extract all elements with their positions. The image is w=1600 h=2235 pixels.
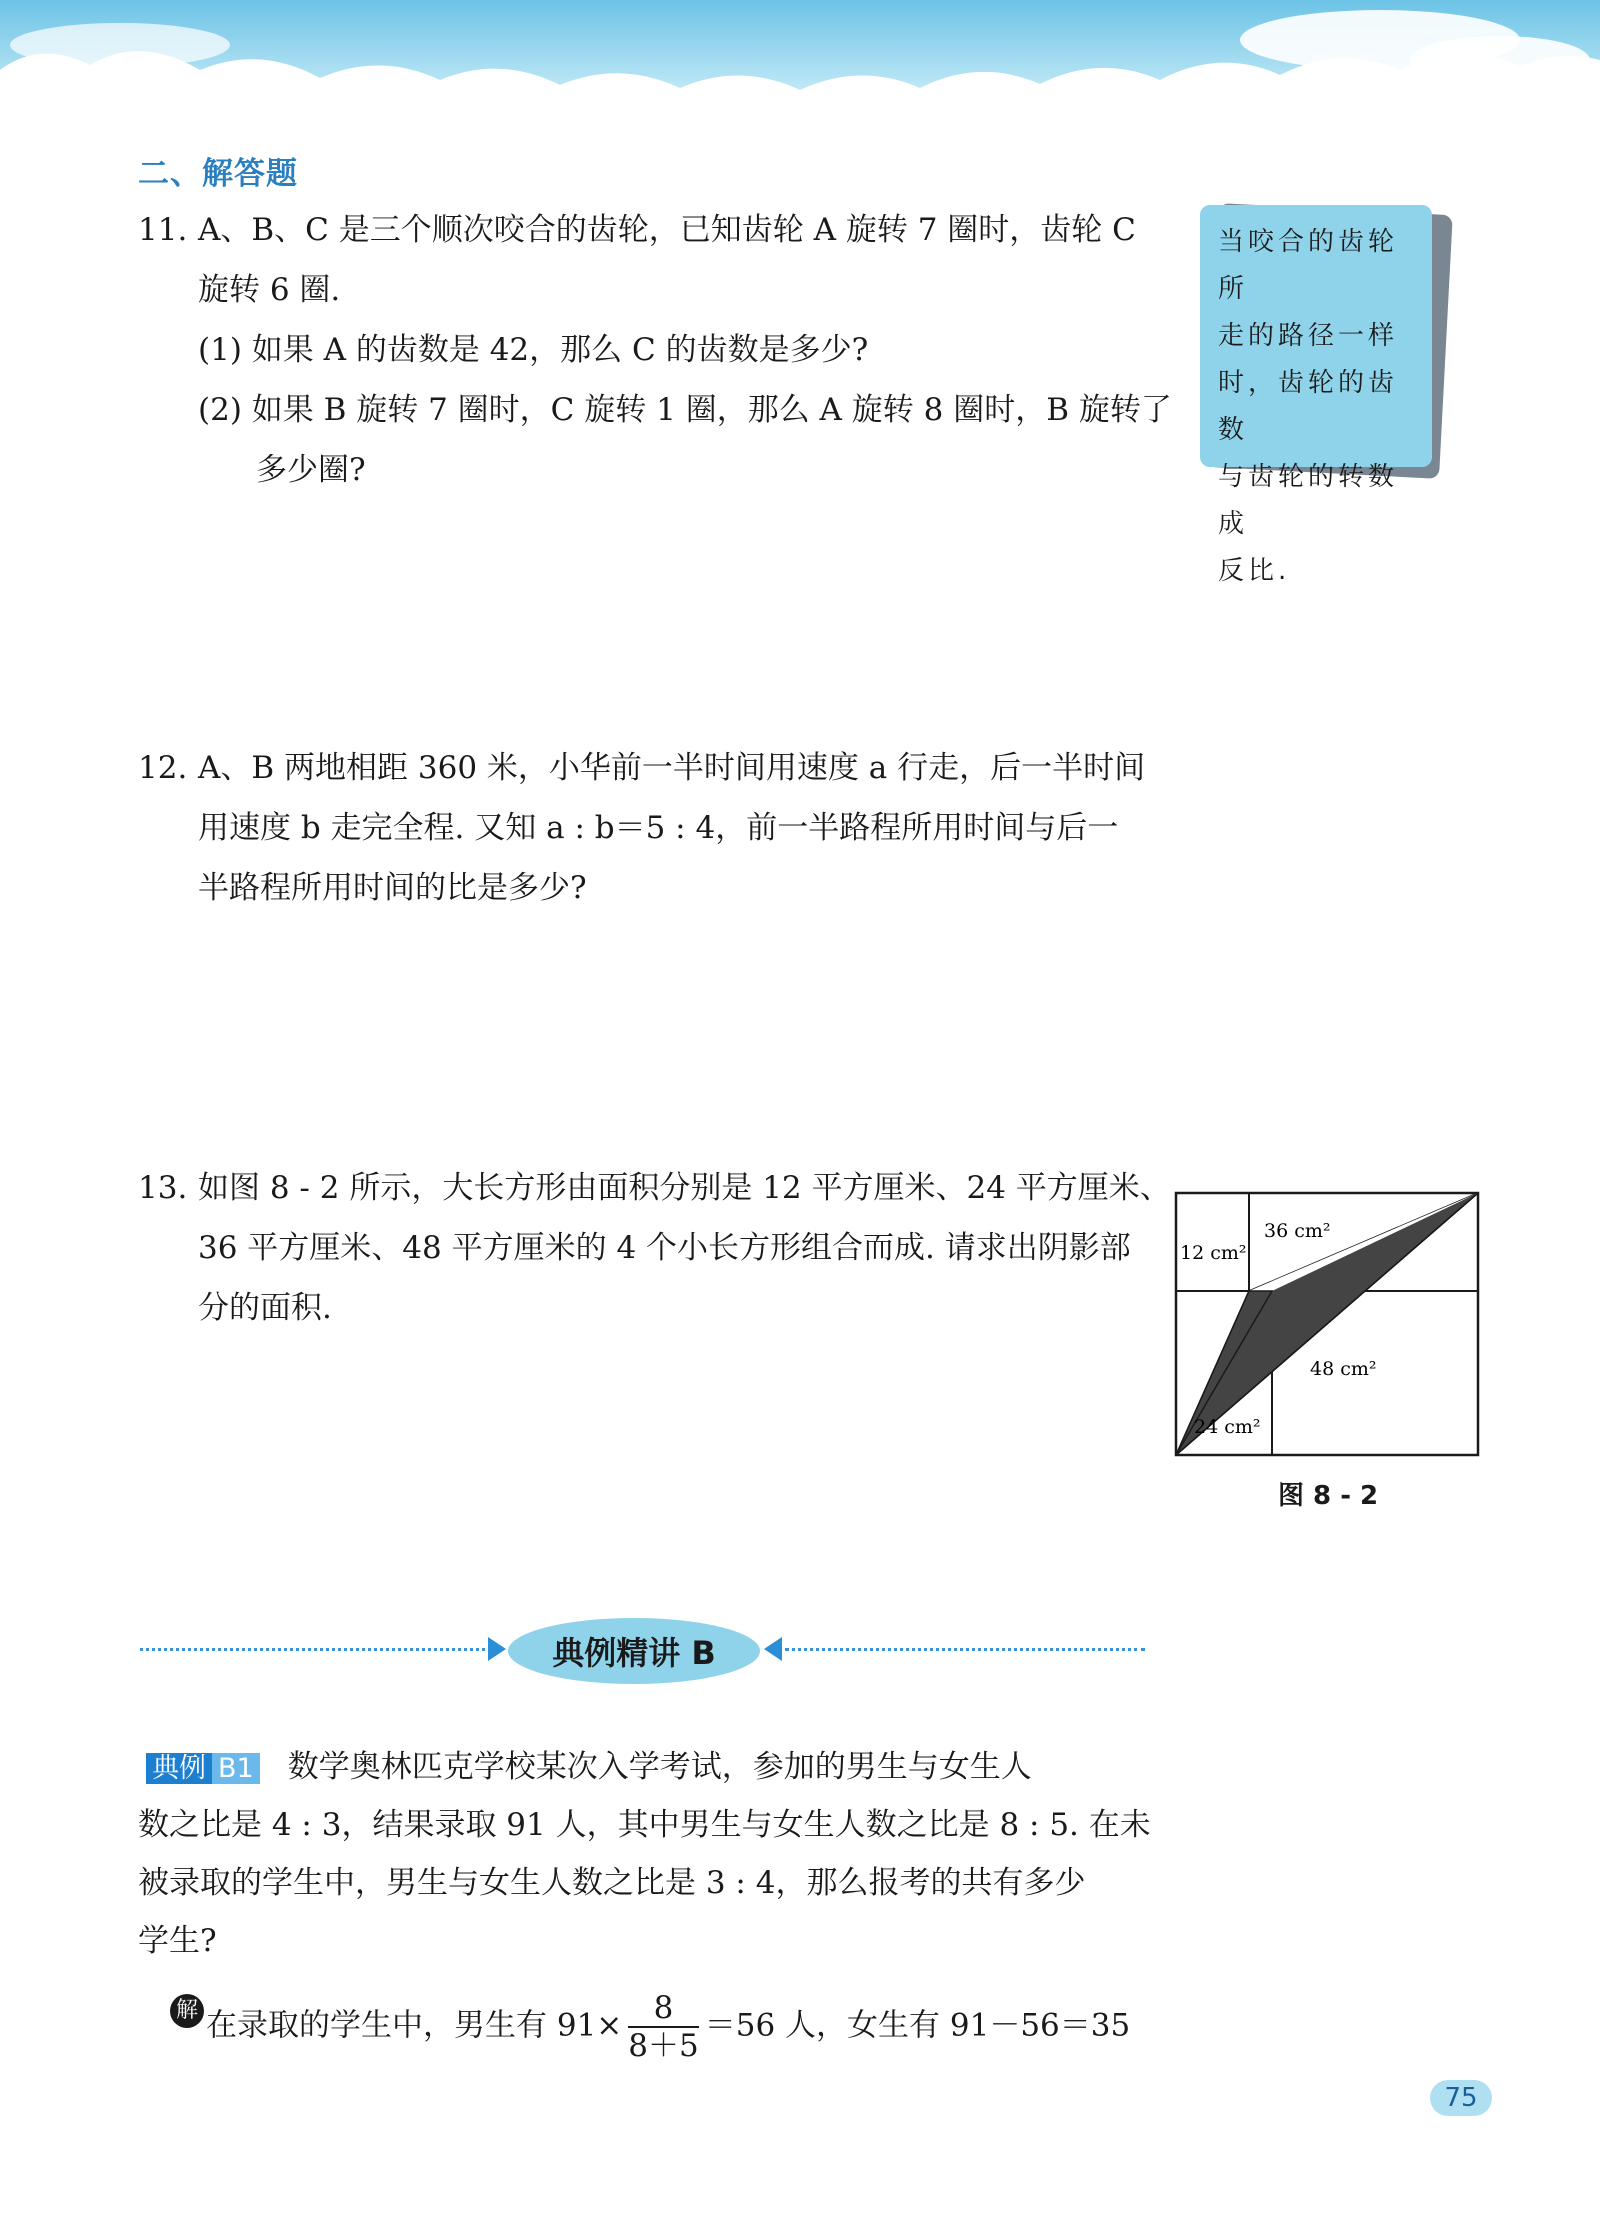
example-text-line: 学生? <box>138 1923 217 1959</box>
example-text-line: 被录取的学生中，男生与女生人数之比是 3 : 4，那么报考的共有多少 <box>138 1865 1086 1901</box>
figure-rectangles <box>1168 1185 1486 1517</box>
note-line: 走的路径一样 <box>1218 321 1399 351</box>
figure-caption: 图 8 - 2 <box>1278 1481 1379 1511</box>
arrow-left-icon <box>764 1637 782 1661</box>
sky-cloud-banner <box>0 0 1600 150</box>
problem-text-line: (1) 如果 A 的齿数是 42，那么 C 的齿数是多少? <box>198 332 869 368</box>
section-banner: 典例精讲 B <box>508 1618 760 1684</box>
problem-text-line: 用速度 b 走完全程. 又知 a : b＝5 : 4，前一半路程所用时间与后一 <box>198 810 1119 846</box>
section-title: 二、解答题 <box>138 156 298 192</box>
fraction <box>628 1990 698 2064</box>
note-line: 与齿轮的转数成 <box>1218 462 1399 539</box>
solution-text-after: ＝56 人，女生有 91－56＝35 <box>704 2007 1131 2044</box>
problem-text-line: A、B、C 是三个顺次咬合的齿轮，已知齿轮 A 旋转 7 圈时，齿轮 C <box>198 212 1136 248</box>
fraction-denominator: 8＋5 <box>628 2028 699 2064</box>
problem-text-line: 旋转 6 圈. <box>198 272 341 308</box>
problem-number: 11. <box>138 212 188 248</box>
note-line: 时，齿轮的齿数 <box>1218 368 1399 445</box>
problem-13 <box>138 1158 1171 1338</box>
solution-icon: 解 <box>170 1994 204 2028</box>
problem-text-line: 如图 8 - 2 所示，大长方形由面积分别是 12 平方厘米、24 平方厘米、 <box>198 1170 1171 1206</box>
example-badge <box>138 1751 268 1787</box>
problem-number: 13. <box>138 1170 188 1206</box>
problem-text-line: 36 平方厘米、48 平方厘米的 4 个小长方形组合而成. 请求出阴影部 <box>198 1230 1131 1266</box>
problem-11 <box>138 200 1172 500</box>
problem-text-line: (2) 如果 B 旋转 7 圈时，C 旋转 1 圈，那么 A 旋转 8 圈时，B 旋转了 <box>198 392 1172 428</box>
example-text-line: 数学奥林匹克学校某次入学考试，参加的男生与女生人 <box>287 1749 1032 1785</box>
note-line: 反比. <box>1218 556 1291 586</box>
problem-text-line: 半路程所用时间的比是多少? <box>198 870 587 906</box>
badge-label: 典例 <box>146 1753 212 1784</box>
problem-text-line: 多少圈? <box>256 452 366 488</box>
dotted-divider-left <box>140 1648 485 1651</box>
arrow-right-icon <box>488 1637 506 1661</box>
note-body <box>1200 205 1432 586</box>
example-first-line <box>138 1738 1148 1796</box>
solution <box>175 1990 1131 2064</box>
fraction-numerator: 8 <box>628 1990 698 2028</box>
note-line: 当咬合的齿轮所 <box>1218 227 1399 304</box>
tip-note <box>1200 205 1438 586</box>
dotted-divider-right <box>785 1648 1145 1651</box>
label-36: 36 cm² <box>1264 1220 1331 1242</box>
problem-text-line: 分的面积. <box>198 1290 332 1326</box>
example-b1 <box>138 1738 1151 1970</box>
page-number: 75 <box>1430 2080 1492 2116</box>
problem-12 <box>138 738 1158 918</box>
label-12: 12 cm² <box>1180 1242 1247 1264</box>
label-48: 48 cm² <box>1310 1358 1377 1380</box>
solution-text-before: 在录取的学生中，男生有 91× <box>206 2007 623 2044</box>
label-24: 24 cm² <box>1194 1416 1261 1438</box>
badge-id: B1 <box>212 1753 260 1784</box>
problem-number: 12. <box>138 750 188 786</box>
problem-text-line: A、B 两地相距 360 米，小华前一半时间用速度 a 行走，后一半时间 <box>198 750 1146 786</box>
example-text-line: 数之比是 4 : 3，结果录取 91 人，其中男生与女生人数之比是 8 : 5. 在未 <box>138 1807 1151 1843</box>
